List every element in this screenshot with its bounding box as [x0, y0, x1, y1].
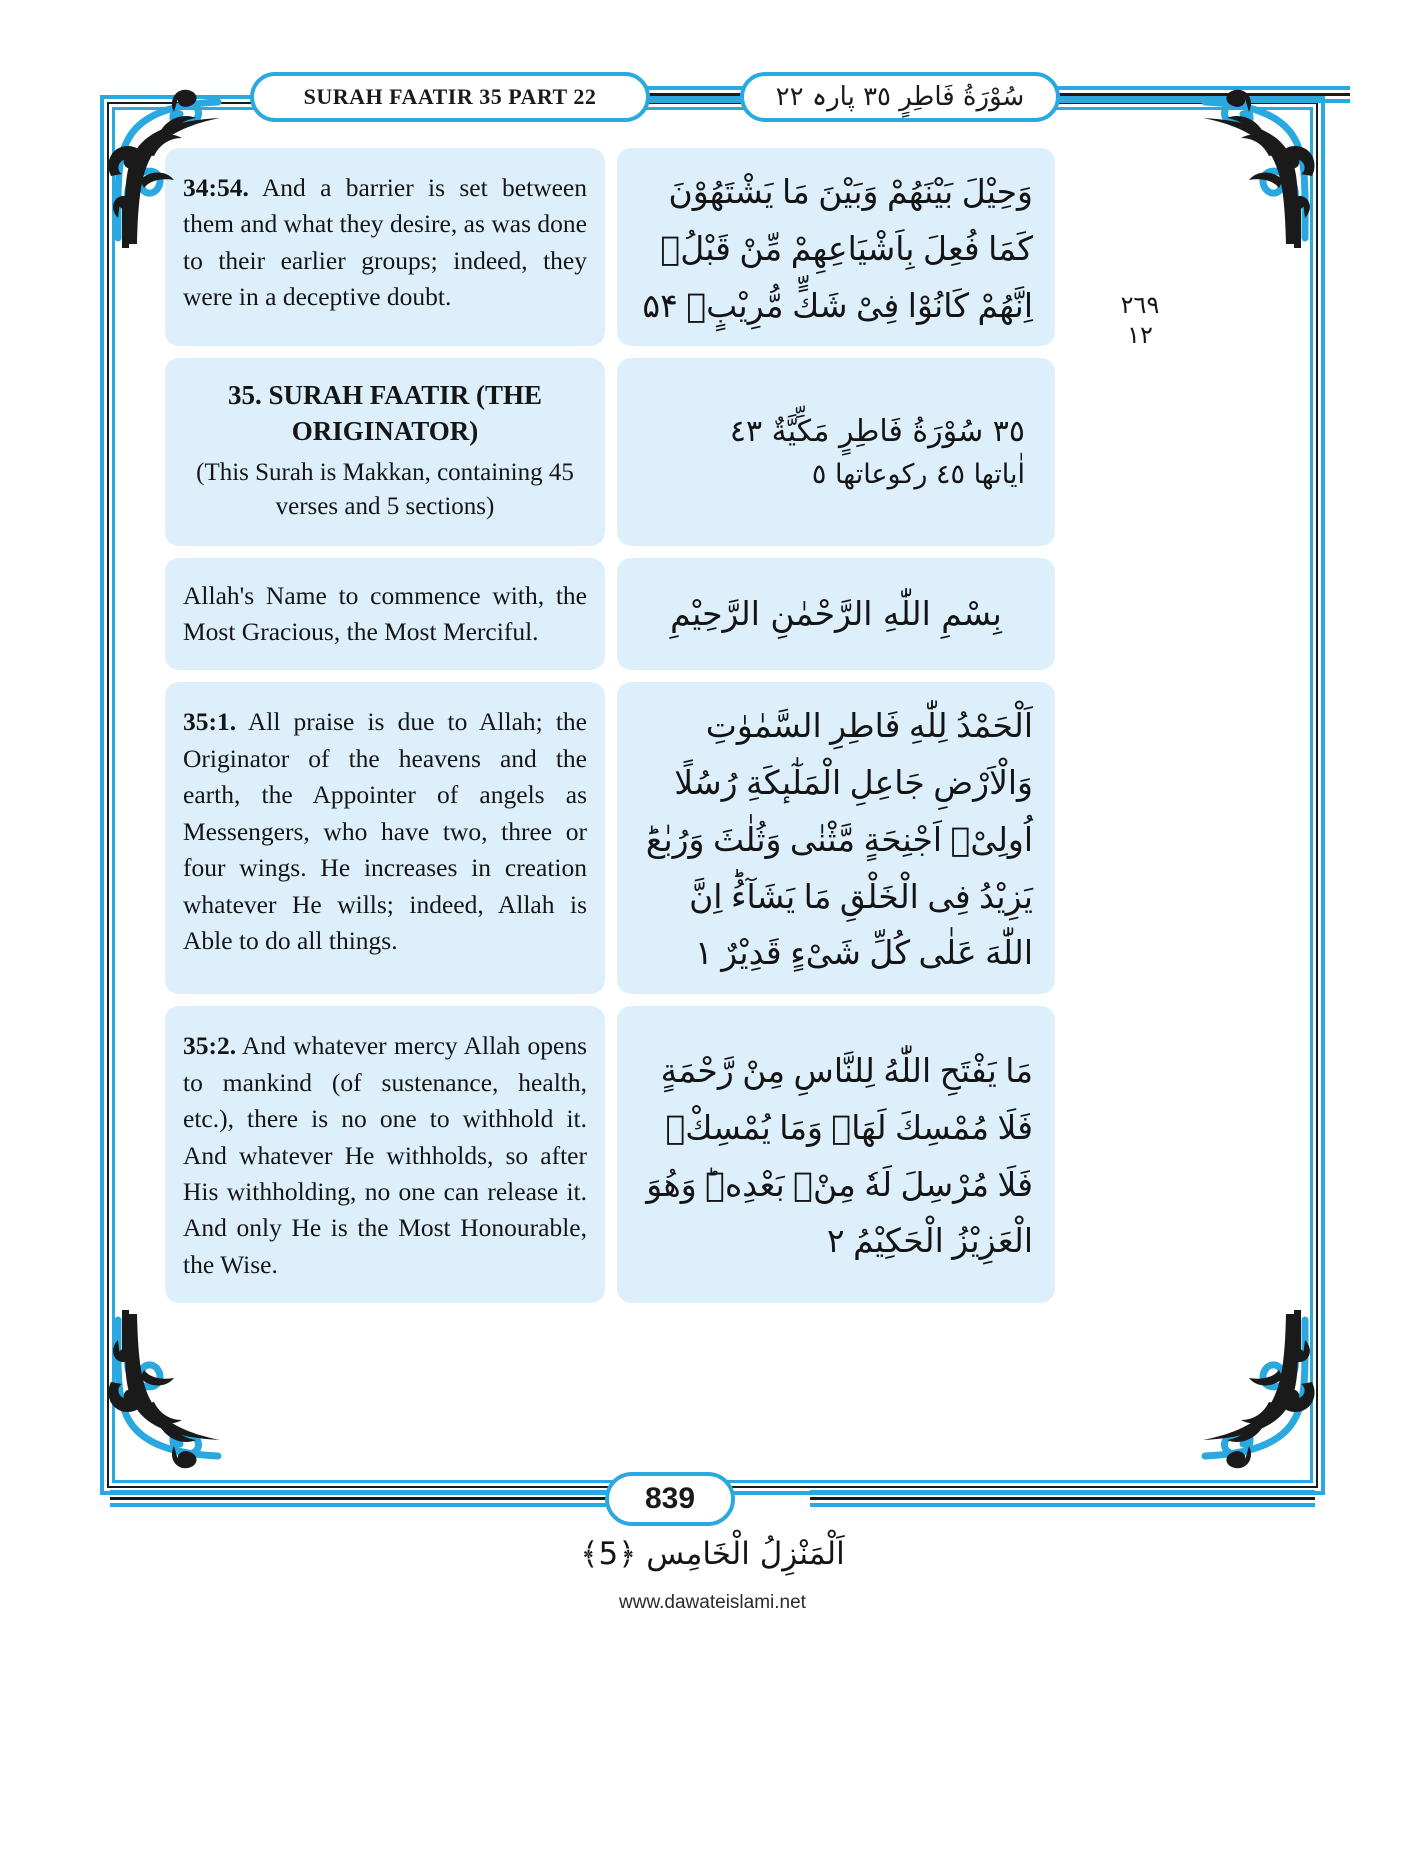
verse-english-35-2 — [165, 1006, 605, 1303]
juz-side-marker — [1118, 290, 1162, 350]
surah-header-arabic-text: سُوْرَةُ فَاطِرٍ ٣٥ پارہ ٢٢ — [775, 82, 1025, 112]
corner-ornament-bottom-left — [78, 1310, 228, 1500]
surah-title-english: 35. SURAH FAATIR (THE ORIGINATOR) — [227, 380, 543, 446]
surah-header-arabic-pill — [740, 72, 1060, 122]
verse-arabic-text: اَلْحَمْدُ لِلّٰهِ فَاطِرِ السَّمٰوٰتِ وَالْاَرْضِ جَاعِلِ الْمَلٰٓىٕكَةِ رُسُلًا اُولِیْۤ اَجْنِحَةٍ مَّثْنٰى وَثُلٰثَ وَرُبٰعَؕ یَزِیْدُ فِی الْخَلْقِ مَا یَشَآءُؕ اِنَّ اللّٰهَ عَلٰى كُلِّ شَیْءٍ قَدِیْرٌ ۱ — [645, 706, 1033, 973]
surah-title-row — [165, 358, 1055, 545]
verse-grid — [165, 148, 1055, 1303]
corner-ornament-top-right — [1195, 58, 1345, 248]
corner-ornament-bottom-right — [1195, 1310, 1345, 1500]
page-header — [100, 72, 1325, 130]
page-footer — [100, 1472, 1325, 1532]
verse-english-34-54 — [165, 148, 605, 346]
corner-ornament-top-left — [78, 58, 228, 248]
verse-number-label: 34:54. — [183, 173, 249, 202]
surah-header-english-text: SURAH FAATIR 35 PART 22 — [303, 84, 597, 109]
surah-header-english-pill — [250, 72, 650, 122]
verse-number-label: 35:2. — [183, 1031, 237, 1061]
verse-english-text — [183, 704, 587, 959]
page-number-pill — [605, 1472, 735, 1526]
bismillah-row — [165, 558, 1055, 671]
bismillah-arabic-block — [617, 558, 1055, 671]
verse-english-text — [183, 1028, 587, 1283]
juz-marker-line1: ٢٦٩ — [1120, 291, 1160, 319]
verse-english-35-1 — [165, 682, 605, 994]
verse-row — [165, 682, 1055, 994]
verse-english-body: All praise is due to Allah; the Originator of the heavens and the earth, the Appointer of angels as Messengers, who have two, three or four wings. He increases in creation whatever He wills; indeed, Allah is Able to do all things. — [183, 707, 587, 956]
verse-arabic-35-1 — [617, 682, 1055, 994]
verse-arabic-text: مَا یَفْتَحِ اللّٰهُ لِلنَّاسِ مِنْ رَّحْمَةٍ فَلَا مُمْسِكَ لَهَاۚ وَمَا یُمْسِكْۙ فَلَا مُرْسِلَ لَهٗ مِنْۢ بَعْدِهٖؕ وَهُوَ الْعَزِیْزُ الْحَكِیْمُ ۲ — [646, 1051, 1033, 1261]
surah-title-arabic-line2: اٰیاتها ٤٥ رکوعاتها ٥ — [811, 458, 1025, 490]
verse-number-label: 35:1. — [183, 707, 237, 737]
header-rail-middle — [640, 86, 750, 103]
juz-marker-line2: ١٢ — [1127, 321, 1153, 349]
verse-arabic-34-54 — [617, 148, 1055, 346]
surah-title-arabic-block — [617, 358, 1055, 545]
verse-english-body: And a barrier is set between them and what they desire, as was done to their earlier groups; indeed, they were in a deceptive doubt. — [183, 173, 587, 312]
verse-arabic-35-2 — [617, 1006, 1055, 1303]
surah-subtitle-english: (This Surah is Makkan, containing 45 verses and 5 sections) — [196, 458, 574, 520]
verse-row — [165, 148, 1055, 346]
surah-title-english-block — [165, 358, 605, 545]
surah-title-arabic-line1: ٣٥ سُوْرَةُ فَاطِرٍ مَكِّیَّةٌ ٤٣ — [729, 413, 1025, 449]
verse-row — [165, 1006, 1055, 1303]
website-url: www.dawateislami.net — [619, 1592, 806, 1613]
page-number: 839 — [644, 1482, 696, 1515]
bismillah-english-block — [165, 558, 605, 671]
verse-english-body: And whatever mercy Allah opens to mankind (of sustenance, health, etc.), there is no one to withhold it. And whatever He withholds, so after His withholding, no one can release it. And only He is the Most Honourable, the Wise. — [183, 1031, 588, 1279]
verse-arabic-text: وَحِیْلَ بَیْنَهُمْ وَبَیْنَ مَا یَشْتَهُوْنَ كَمَا فُعِلَ بِاَشْیَاعِهِمْ مِّنْ قَبْلُۚ اِنَّهُمْ كَانُوْا فِیْ شَكٍّ مُّرِیْبٍ۠ ۵۴ — [642, 172, 1033, 325]
bismillah-arabic-text: بِسْمِ اللّٰهِ الرَّحْمٰنِ الرَّحِیْمِ — [670, 594, 1002, 634]
bismillah-english-text: Allah's Name to commence with, the Most Gracious, the Most Merciful. — [183, 580, 587, 646]
verse-english-text — [183, 170, 587, 316]
manzil-label: اَلْمَنْزِلُ الْخَامِس ﴿5﴾ — [580, 1536, 845, 1572]
